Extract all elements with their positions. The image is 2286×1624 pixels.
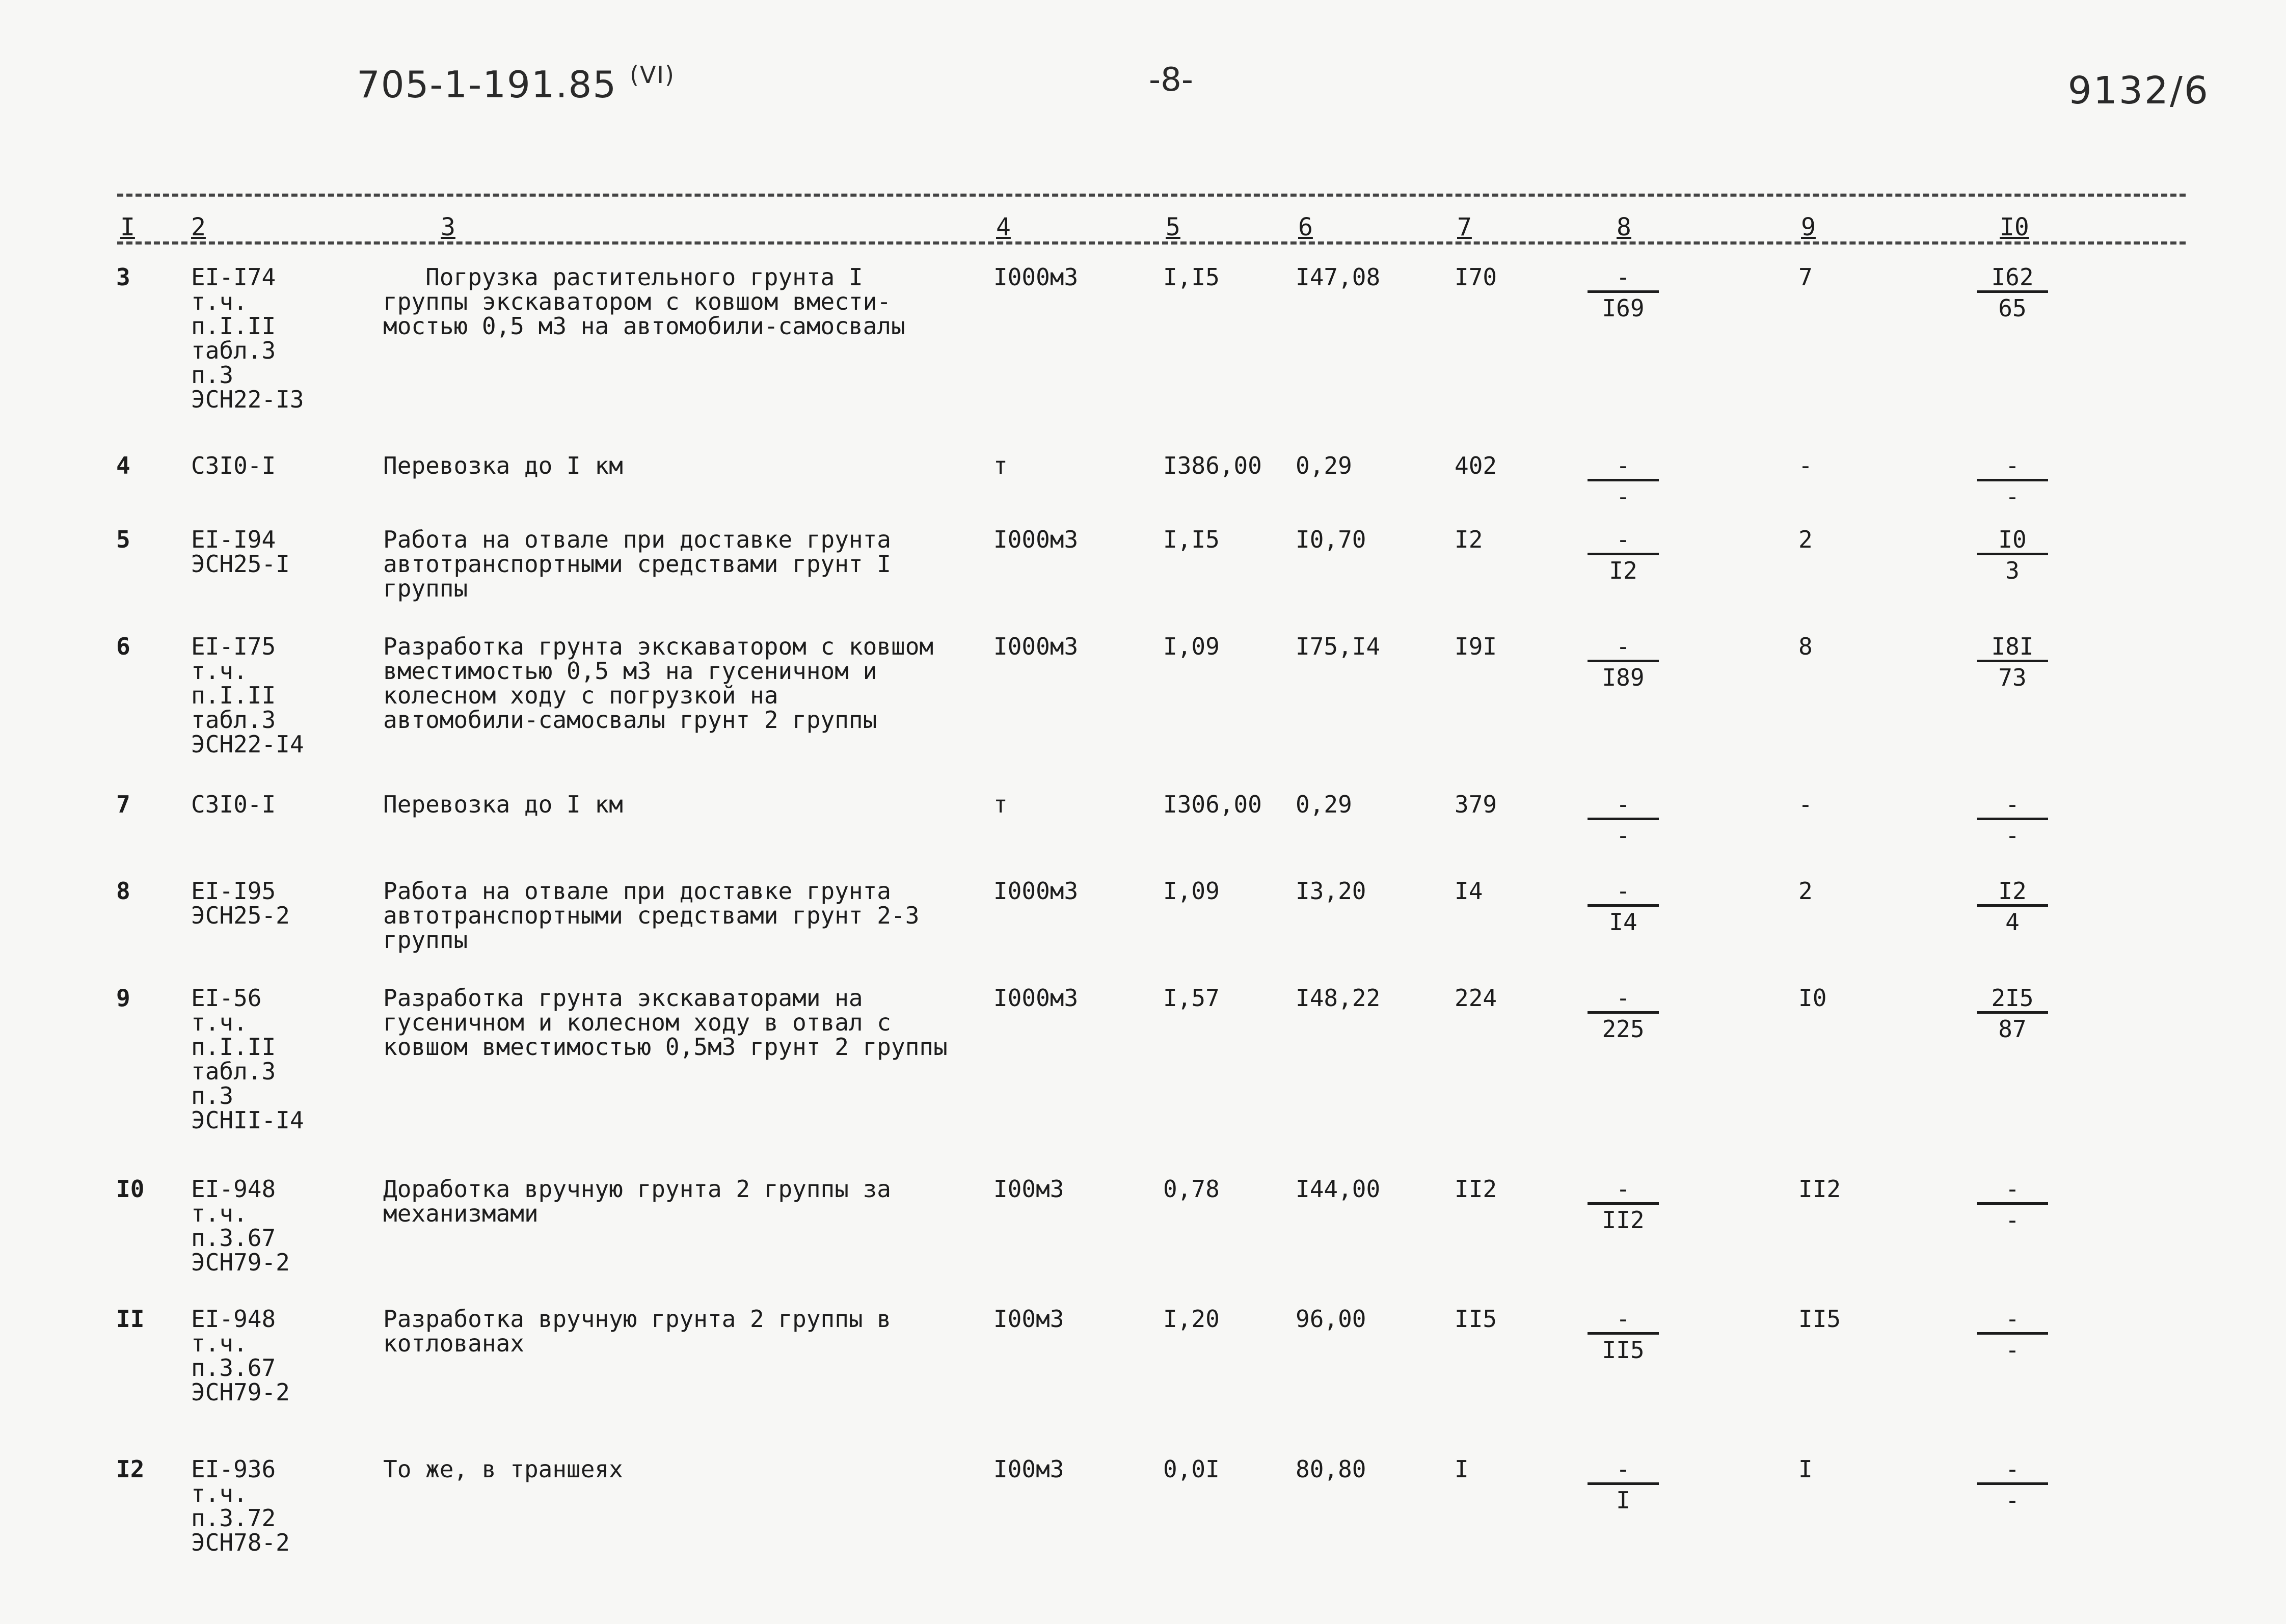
column-8-denominator: II2 <box>1602 1206 1645 1234</box>
column-8-denominator: I69 <box>1602 294 1645 322</box>
column-8-fraction <box>1588 527 1659 583</box>
column-8-numerator: - <box>1616 263 1630 291</box>
row-number: I2 <box>116 1455 145 1483</box>
column-9-value: 8 <box>1798 633 1813 660</box>
column-10-fraction <box>1977 879 2048 934</box>
column-8-fraction <box>1588 792 1659 848</box>
column-9-value: 2 <box>1798 877 1813 905</box>
work-description: Разработка грунта экскаватором с ковшом вместимостью 0,5 м3 на гусеничном и колесном ходу с погрузкой на автомобили-самосвалы грунт 2 группы <box>383 633 934 734</box>
unit-price: I0,70 <box>1296 526 1366 553</box>
quantity: I,09 <box>1163 877 1220 905</box>
column-10-fraction <box>1977 634 2048 690</box>
column-header-6: 6 <box>1298 213 1313 241</box>
unit: I000м3 <box>993 526 1079 553</box>
row-number: 7 <box>116 791 130 818</box>
column-9-value: II5 <box>1798 1305 1841 1333</box>
column-8-denominator: 225 <box>1602 1015 1645 1043</box>
unit: I000м3 <box>993 877 1079 905</box>
column-8-numerator: - <box>1616 1175 1630 1203</box>
column-10-denominator: - <box>2005 1206 2020 1234</box>
unit-price: 96,00 <box>1296 1305 1366 1333</box>
unit-price: 0,29 <box>1296 791 1352 818</box>
total-cost: 379 <box>1455 791 1497 818</box>
column-header-7: 7 <box>1457 213 1472 241</box>
column-10-denominator: 65 <box>1998 294 2027 322</box>
column-header-2: 2 <box>191 213 206 241</box>
column-10-fraction <box>1977 1307 2048 1362</box>
unit-price: I44,00 <box>1296 1175 1381 1203</box>
column-10-denominator: - <box>2005 1486 2020 1514</box>
sheet-number: 9132/6 <box>2067 69 2210 113</box>
quantity: I,I5 <box>1163 526 1220 553</box>
column-10-fraction <box>1977 986 2048 1041</box>
column-9-value: - <box>1798 452 1813 479</box>
work-description: Доработка вручную грунта 2 группы за механизмами <box>383 1175 891 1227</box>
column-8-numerator: - <box>1616 791 1630 818</box>
column-8-numerator: - <box>1616 633 1630 660</box>
top-divider <box>117 194 2186 197</box>
work-description: Работа на отвале при доставке грунта автотранспортными средствами грунт I группы <box>383 526 891 602</box>
total-cost: I70 <box>1455 263 1497 291</box>
column-8-fraction <box>1588 879 1659 934</box>
column-header-1: I <box>120 213 135 241</box>
unit: I00м3 <box>993 1305 1064 1333</box>
column-9-value: - <box>1798 791 1813 818</box>
quantity: I386,00 <box>1163 452 1262 479</box>
unit-price: 80,80 <box>1296 1455 1366 1483</box>
column-10-numerator: - <box>2005 452 2020 479</box>
column-8-fraction <box>1588 634 1659 690</box>
column-10-numerator: I0 <box>1998 526 2027 553</box>
column-10-denominator: 4 <box>2005 908 2020 936</box>
norm-code: С3I0-I <box>191 452 276 479</box>
norm-code: EI-I95 ЭСН25-2 <box>191 877 290 929</box>
quantity: 0,78 <box>1163 1175 1220 1203</box>
column-8-denominator: II5 <box>1602 1336 1645 1364</box>
column-8-numerator: - <box>1616 1305 1630 1333</box>
total-cost: I4 <box>1455 877 1483 905</box>
column-10-denominator: 73 <box>1998 664 2027 691</box>
quantity: I306,00 <box>1163 791 1262 818</box>
column-10-numerator: I62 <box>1991 263 2034 291</box>
unit: т <box>993 791 1008 818</box>
total-cost: II5 <box>1455 1305 1497 1333</box>
total-cost: 402 <box>1455 452 1497 479</box>
header-divider <box>117 241 2186 245</box>
column-10-fraction <box>1977 792 2048 848</box>
work-description: Перевозка до I км <box>383 452 623 479</box>
unit: I00м3 <box>993 1175 1064 1203</box>
column-10-denominator: 3 <box>2005 557 2020 584</box>
column-8-numerator: - <box>1616 526 1630 553</box>
unit: I000м3 <box>993 263 1079 291</box>
column-9-value: I <box>1798 1455 1813 1483</box>
total-cost: 224 <box>1455 984 1497 1012</box>
norm-code: EI-I75 т.ч. п.I.II табл.3 ЭСН22-I4 <box>191 633 304 758</box>
row-number: 3 <box>116 263 130 291</box>
column-8-fraction <box>1588 1177 1659 1232</box>
column-8-fraction <box>1588 265 1659 320</box>
column-10-numerator: - <box>2005 1175 2020 1203</box>
row-number: 6 <box>116 633 130 660</box>
column-8-denominator: I <box>1616 1486 1630 1514</box>
column-8-fraction <box>1588 1457 1659 1512</box>
unit-price: I3,20 <box>1296 877 1366 905</box>
norm-code: EI-I74 т.ч. п.I.II табл.3 п.3 ЭСН22-I3 <box>191 263 304 413</box>
unit: I000м3 <box>993 633 1079 660</box>
column-10-denominator: - <box>2005 822 2020 849</box>
norm-code: EI-936 т.ч. п.3.72 ЭСН78-2 <box>191 1455 290 1556</box>
column-10-denominator: 87 <box>1998 1015 2027 1043</box>
column-10-fraction <box>1977 453 2048 509</box>
row-number: II <box>116 1305 145 1333</box>
total-cost: I2 <box>1455 526 1483 553</box>
column-10-fraction <box>1977 1457 2048 1512</box>
work-description: Разработка грунта экскаваторами на гусеничном и колесном ходу в отвал с ковшом вместимостью 0,5м3 грунт 2 группы <box>383 984 948 1061</box>
column-8-numerator: - <box>1616 877 1630 905</box>
norm-code: EI-I94 ЭСН25-I <box>191 526 290 578</box>
quantity: I,I5 <box>1163 263 1220 291</box>
column-9-value: II2 <box>1798 1175 1841 1203</box>
column-10-numerator: - <box>2005 1455 2020 1483</box>
column-9-value: 7 <box>1798 263 1813 291</box>
column-header-3: 3 <box>441 213 455 241</box>
norm-code: С3I0-I <box>191 791 276 818</box>
quantity: I,09 <box>1163 633 1220 660</box>
column-8-denominator: I89 <box>1602 664 1645 691</box>
work-description: То же, в траншеях <box>383 1455 623 1483</box>
column-8-denominator: - <box>1616 483 1630 510</box>
column-header-10: I0 <box>2000 213 2029 241</box>
column-10-fraction <box>1977 265 2048 320</box>
column-10-fraction <box>1977 527 2048 583</box>
column-9-value: I0 <box>1798 984 1827 1012</box>
row-number: 5 <box>116 526 130 553</box>
column-10-numerator: - <box>2005 1305 2020 1333</box>
column-8-denominator: I4 <box>1609 908 1637 936</box>
column-10-numerator: I8I <box>1991 633 2034 660</box>
unit: I00м3 <box>993 1455 1064 1483</box>
work-description: Разработка вручную грунта 2 группы в котлованах <box>383 1305 891 1357</box>
work-description: Работа на отвале при доставке грунта автотранспортными средствами грунт 2-3 группы <box>383 877 920 954</box>
total-cost: I9I <box>1455 633 1497 660</box>
column-8-numerator: - <box>1616 452 1630 479</box>
document-code-suffix: (VI) <box>630 61 675 89</box>
quantity: I,20 <box>1163 1305 1220 1333</box>
column-10-denominator: - <box>2005 1336 2020 1364</box>
document-code: 705-1-191.85 $^{(VI)}$ <box>357 61 675 106</box>
column-10-numerator: - <box>2005 791 2020 818</box>
row-number: I0 <box>116 1175 145 1203</box>
norm-code: EI-56 т.ч. п.I.II табл.3 п.3 ЭСНII-I4 <box>191 984 304 1134</box>
work-description: Погрузка растительного грунта I группы экскаватором с ковшом вмести- мостью 0,5 м3 на автомобили-самосвалы <box>383 263 905 340</box>
column-8-fraction <box>1588 1307 1659 1362</box>
norm-code: EI-948 т.ч. п.3.67 ЭСН79-2 <box>191 1305 290 1406</box>
page-number: -8- <box>1149 61 1193 99</box>
column-10-numerator: I2 <box>1998 877 2027 905</box>
column-9-value: 2 <box>1798 526 1813 553</box>
column-10-denominator: - <box>2005 483 2020 510</box>
column-8-numerator: - <box>1616 1455 1630 1483</box>
column-8-fraction <box>1588 986 1659 1041</box>
work-description: Перевозка до I км <box>383 791 623 818</box>
column-8-numerator: - <box>1616 984 1630 1012</box>
column-8-denominator: I2 <box>1609 557 1637 584</box>
total-cost: II2 <box>1455 1175 1497 1203</box>
column-10-fraction <box>1977 1177 2048 1232</box>
norm-code: EI-948 т.ч. п.3.67 ЭСН79-2 <box>191 1175 290 1276</box>
unit-price: I48,22 <box>1296 984 1381 1012</box>
unit-price: 0,29 <box>1296 452 1352 479</box>
row-number: 8 <box>116 877 130 905</box>
column-header-5: 5 <box>1166 213 1180 241</box>
unit: т <box>993 452 1008 479</box>
quantity: I,57 <box>1163 984 1220 1012</box>
unit: I000м3 <box>993 984 1079 1012</box>
row-number: 4 <box>116 452 130 479</box>
quantity: 0,0I <box>1163 1455 1220 1483</box>
row-number: 9 <box>116 984 130 1012</box>
unit-price: I47,08 <box>1296 263 1381 291</box>
column-header-9: 9 <box>1801 213 1816 241</box>
total-cost: I <box>1455 1455 1469 1483</box>
column-8-fraction <box>1588 453 1659 509</box>
column-header-4: 4 <box>996 213 1011 241</box>
column-8-denominator: - <box>1616 822 1630 849</box>
column-10-numerator: 2I5 <box>1991 984 2034 1012</box>
unit-price: I75,I4 <box>1296 633 1381 660</box>
column-header-8: 8 <box>1617 213 1631 241</box>
